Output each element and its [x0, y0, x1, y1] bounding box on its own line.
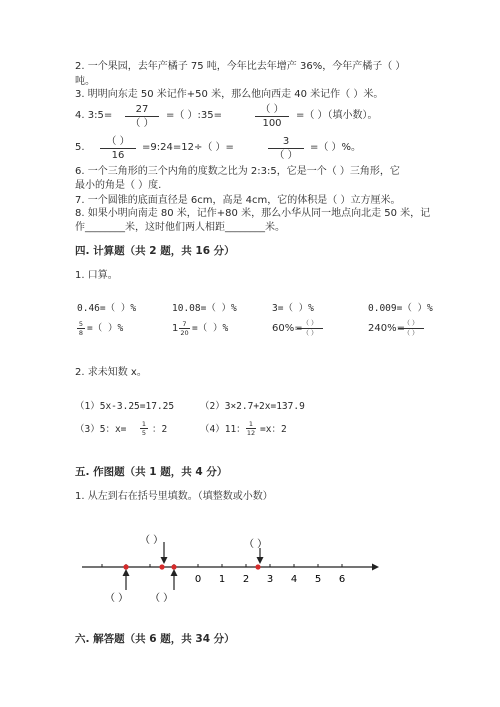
question-4-end: =（ ）（填小数）。 [296, 110, 378, 121]
q5-fraction1-bar [100, 148, 136, 149]
question-5-end: =（ ）%。 [310, 142, 362, 153]
number-line-figure [0, 530, 500, 610]
oral-calc-8-numerator: （ ） [403, 319, 419, 327]
oral-calc-8-prefix: 240%= [368, 323, 405, 334]
equation-4-denominator: 12 [246, 429, 256, 437]
equation-4-start: （4）11： [200, 424, 246, 435]
oral-calc-5: =（ ）% [87, 323, 124, 334]
section-4-title: 四. 计算题（共 2 题，共 16 分） [75, 245, 235, 257]
q5-fraction2-denominator: （ ） [274, 150, 298, 161]
question-2-line-2: 吨。 [75, 76, 95, 87]
equation-3-end: ：2 [152, 424, 168, 435]
tick-label-3: 3 [266, 574, 274, 585]
tick-label-0: 0 [194, 574, 202, 585]
point-marker-3 [171, 564, 176, 569]
equation-4-end: =x：2 [260, 424, 287, 435]
tick-label-2: 2 [242, 574, 250, 585]
down-arrow-1-head [161, 557, 168, 564]
number-line-arrowhead [372, 564, 379, 571]
oral-calc-7-denominator: （ ） [302, 329, 318, 337]
point-marker-1 [123, 564, 128, 569]
oral-calc-6-whole: 1 [172, 323, 179, 334]
question-4-middle: =（ ）:35= [166, 110, 223, 121]
question-8-line-1: 8. 如果小明向南走 80 米，记作+80 米，那么小华从同一地点向北走 50 米，记 [75, 208, 431, 219]
q4-fraction1-denominator: （ ） [130, 118, 154, 129]
question-3: 3. 明明向东走 50 米记作+50 米，那么他向西走 40 米记作（ ）米。 [75, 89, 384, 100]
q4-fraction2-denominator: 100 [262, 118, 282, 129]
oral-calc-5-denominator: 8 [78, 329, 84, 337]
up-arrow-1-head [123, 569, 130, 576]
section-5-question-1: 1. 从左到右在括号里填数。（填整数或小数） [75, 491, 273, 502]
oral-calc-5-numerator: 5 [78, 320, 84, 328]
question-5-middle: =9:24=12÷（ ）= [142, 142, 234, 153]
oral-calc-8-denominator: （ ） [403, 329, 419, 337]
equation-4-numerator: 1 [248, 420, 254, 428]
oral-calc-6-numerator: 7 [182, 320, 187, 328]
blank-below-2: （ ） [150, 593, 174, 604]
equation-3-start: （3）5：x= [75, 424, 127, 435]
oral-calc-1: 0.46=（ ）% [77, 303, 137, 314]
question-5-start: 5. [75, 142, 85, 153]
q5-fraction1-numerator: （ ） [106, 136, 130, 147]
equation-2: （2）3×2.7+2x=137.9 [200, 401, 305, 412]
q4-fraction2-bar [255, 116, 289, 117]
section-4-question-1: 1. 口算。 [75, 270, 118, 281]
oral-calc-7-prefix: 60%= [272, 323, 303, 334]
oral-calc-4: 0.009=（ ）% [368, 303, 433, 314]
q4-fraction1-bar [125, 116, 159, 117]
q5-fraction1-denominator: 16 [111, 150, 125, 161]
section-6-title: 六. 解答题（共 6 题，共 34 分） [75, 633, 235, 645]
equation-1: （1）5x-3.25=17.25 [75, 401, 175, 412]
question-2-line-1: 2. 一个果园，去年产橘子 75 吨，今年比去年增产 36%，今年产橘子（ ） [75, 61, 406, 72]
equation-3-numerator: 1 [141, 420, 147, 428]
question-7: 7. 一个圆锥的底面直径是 6cm，高是 4cm，它的体积是（ ）立方厘米。 [75, 195, 401, 206]
oral-calc-2: 10.08=（ ）% [172, 303, 237, 314]
point-marker-4 [255, 564, 260, 569]
question-6-line-1: 6. 一个三角形的三个内角的度数之比为 2:3:5，它是一个（ ）三角形，它 [75, 166, 400, 177]
section-5-title: 五. 作图题（共 1 题，共 4 分） [75, 466, 228, 478]
oral-calc-7-numerator: （ ） [302, 319, 318, 327]
question-4-start: 4. 3:5= [75, 110, 113, 121]
q5-fraction2-numerator: 3 [282, 136, 290, 147]
tick-label-1: 1 [218, 574, 226, 585]
tick-label-6: 6 [338, 574, 346, 585]
point-marker-2 [159, 564, 164, 569]
oral-calc-3: 3=（ ）% [272, 303, 314, 314]
section-4-question-2: 2. 求未知数 x。 [75, 367, 147, 378]
blank-below-1: （ ） [105, 593, 129, 604]
tick-label-4: 4 [290, 574, 298, 585]
oral-calc-6-denominator: 20 [180, 329, 189, 337]
question-8-line-2: 作________米，这时他们两人相距________米。 [75, 222, 285, 233]
q5-fraction2-bar [268, 148, 304, 149]
down-arrow-2-head [257, 557, 264, 564]
blank-above-1: （ ） [140, 535, 164, 546]
up-arrow-2-head [171, 569, 178, 576]
q4-fraction2-numerator: （ ） [260, 104, 284, 115]
oral-calc-6: =（ ）% [192, 323, 229, 334]
q4-fraction1-numerator: 27 [135, 104, 149, 115]
blank-above-2: （ ） [244, 539, 268, 550]
question-6-line-2: 最小的角是（ ）度. [75, 180, 162, 191]
tick-label-5: 5 [314, 574, 322, 585]
equation-3-denominator: 5 [141, 429, 147, 437]
